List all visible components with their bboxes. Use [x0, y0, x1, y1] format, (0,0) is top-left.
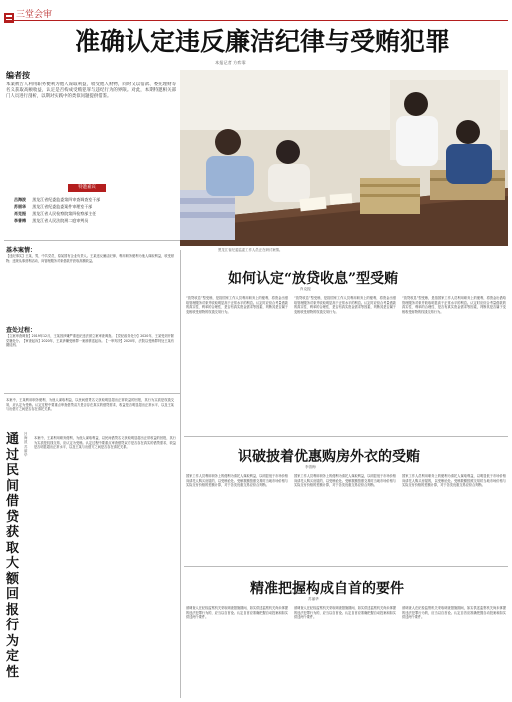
left-column-title: 通过民间借贷获取大额回报行为定性: [6, 432, 20, 680]
byline: 本报记者 方弈霏: [215, 60, 246, 65]
meeting-photo: [180, 70, 508, 246]
guest-name: 苏丽华: [14, 204, 26, 209]
guests-label: 特邀嘉宾: [68, 184, 106, 192]
guest-role: 黑龙江省人民检察院第四检察部主任: [32, 211, 97, 216]
section3-byline: 苏丽华: [308, 597, 319, 601]
guest-row: [14, 210, 179, 217]
divider: [4, 393, 180, 394]
section1-col1: “放贷收息”型受贿，是指国家工作人员利用职务上的便利，将资金出借给管理服务对象并收取明显高于正常水平的利息。认定时应综合考量借款的真实性、利率的合理性、是否有真实资金需求等因素，判断其是否属于变相收受财物的权钱交易行为。: [186, 296, 288, 314]
guest-row: [14, 217, 179, 224]
process-label: 查处过程：: [6, 327, 37, 334]
left-column-byline: 吕海波 苏丽华: [24, 432, 28, 458]
editor-note-text: 本案被告人利用职务便利为他人谋取利益，收受他人财物，同时又以借款、委托理财等名义获取高额收益，认定是否构成受贿犯罪与违纪行为的界限。对此，本期特邀相关部门人员进行剖析，以期对实践中的类似问题提供借鉴。: [6, 82, 176, 100]
section-label: 三堂会审: [16, 10, 53, 20]
guest-row: [14, 203, 179, 210]
section1-byline: 肖克振: [300, 287, 311, 291]
guest-name: 肖克振: [14, 211, 26, 216]
section3-title: 精准把握构成自首的要件: [250, 581, 404, 597]
divider: [184, 436, 508, 437]
photo-caption: 黑龙江省纪委监委工作人员正在研讨案情。: [218, 248, 283, 252]
section2-col2: 国家工作人员利用职务上的便利为请托人谋取利益，以明显低于市场价格向请托人购买房屋的，以受贿论处。受贿数额按照交易时当地市场价格与实际支付价格的差额计算，对于各类优惠交易应综合判断。: [294, 474, 396, 488]
left-column-text: 本案中，王某利用职务便利，为他人谋取利益，以民间借贷名义获取明显超出正常收益的回报，其行为实质是权钱交易，应认定为受贿。认定过程中要重点审查借贷双方是否存在真实的借贷需求，收益是否明显超出正常水平，以及王某与出借方之间是否存在请托关系。: [34, 436, 176, 450]
guest-role: 黑龙江省纪委监委第四审查调查室干部: [32, 197, 101, 202]
section1-title: 如何认定“放贷收息”型受贿: [228, 271, 399, 287]
process-text: 【立案审查调查】2019年12月，王某因涉嫌严重违纪违法被立案审查调查。【党纪政务处分】2020年，王某受到开除党籍处分。【审查起诉】2020年，王某涉嫌受贿罪一案被移送起诉。【一审判决】2020年，法院以受贿罪判处王某有期徒刑。: [6, 334, 174, 348]
section3-col2: 被调查人在纪检监察机关采取调查措施期间，如实供述监察机关尚未掌握的违法犯罪行为的，应当以自首论。认定自首应准确把握自动投案和如实供述两个要件。: [294, 606, 396, 620]
section2-col1: 国家工作人员利用职务上的便利为请托人谋取利益，以明显低于市场价格向请托人购买房屋的，以受贿论处。受贿数额按照交易时当地市场价格与实际支付价格的差额计算，对于各类优惠交易应综合判断。: [186, 474, 288, 488]
section1-col3: “放贷收息”型受贿，是指国家工作人员利用职务上的便利，将资金出借给管理服务对象并收取明显高于正常水平的利息。认定时应综合考量借款的真实性、利率的合理性、是否有真实资金需求等因素，判断其是否属于变相收受财物的权钱交易行为。: [402, 296, 506, 314]
header-rule: [4, 20, 508, 21]
section2-col3: 国家工作人员利用职务上的便利为请托人谋取利益，以明显低于市场价格向请托人购买房屋的，以受贿论处。受贿数额按照交易时当地市场价格与实际支付价格的差额计算，对于各类优惠交易应综合判断。: [402, 474, 506, 488]
guest-name: 李普梅: [14, 218, 26, 223]
section3-col3: 被调查人在纪检监察机关采取调查措施期间，如实供述监察机关尚未掌握的违法犯罪行为的，应当以自首论。认定自首应准确把握自动投案和如实供述两个要件。: [402, 606, 506, 620]
divider: [184, 566, 508, 567]
section2-title: 识破披着优惠购房外衣的受贿: [238, 449, 420, 465]
guest-role: 黑龙江省纪委监委案件审理室干部: [32, 204, 93, 209]
page-title: 准确认定违反廉洁纪律与受贿犯罪: [75, 27, 451, 56]
column-divider: [180, 250, 181, 698]
guest-role: 黑龙江省人民法院刑二庭审判员: [32, 218, 89, 223]
left-intro-text: [6, 398, 174, 428]
basic-case-text: 【违纪事实】王某，男，中共党员，原某国有企业负责人。王某违反廉洁纪律，利用职务便利为他人谋取利益，收受财物；违规从事营利活动，向管理服务对象借款并获取高额收益。: [6, 254, 174, 263]
editor-note-label: 编者按: [6, 70, 30, 80]
section1-col2: “放贷收息”型受贿，是指国家工作人员利用职务上的便利，将资金出借给管理服务对象并收取明显高于正常水平的利息。认定时应综合考量借款的真实性、利率的合理性、是否有真实资金需求等因素，判断其是否属于变相收受财物的权钱交易行为。: [294, 296, 396, 314]
section2-byline: 李普梅: [305, 465, 316, 469]
section-logo: [4, 8, 14, 18]
guest-row: [14, 196, 179, 203]
section3-col1: 被调查人在纪检监察机关采取调查措施期间，如实供述监察机关尚未掌握的违法犯罪行为的，应当以自首论。认定自首应准确把握自动投案和如实供述两个要件。: [186, 606, 288, 620]
basic-case-label: 基本案情：: [6, 247, 37, 254]
guest-name: 吕海波: [14, 197, 26, 202]
divider: [4, 240, 180, 241]
guests-list: [14, 196, 179, 224]
left-intro-snippet: 本案中，王某利用职务便利，为他人谋取利益，以民间借贷名义获取明显超出正常收益的回报，其行为实质是权钱交易，应认定为受贿。认定过程中要重点审查借贷双方是否存在真实的借贷需求，收益是否明显超出正常水平，以及王某与出借方之间是否存在请托关系。: [6, 398, 174, 412]
